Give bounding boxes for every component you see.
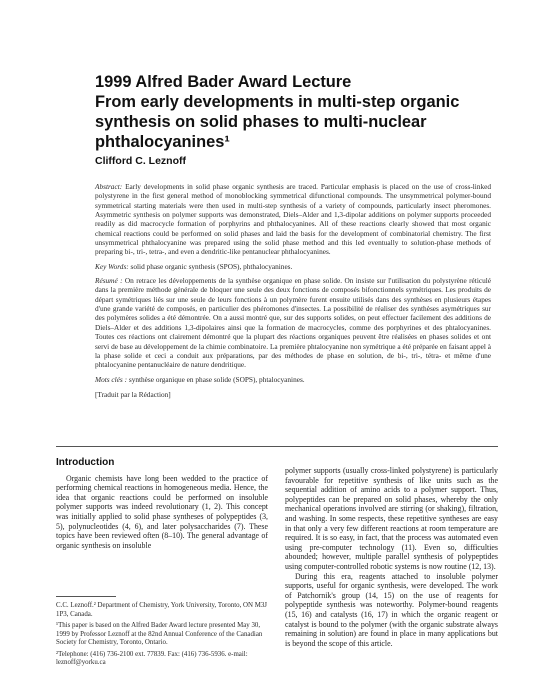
mots-cles-text: synthèse organique en phase solide (SOPS), phtalocyanines.: [128, 374, 305, 384]
author-name: Clifford C. Leznoff: [95, 155, 186, 167]
abstract-section: [95, 182, 491, 404]
body-paragraph: During this era, reagents attached to insoluble polymer supports, useful for organic synthesis, were developed. The work of Patchornik's group (14, 15) on the use of reagents for polypeptide synthesis was noteworthy. Polymer-bound reagents (15, 16) and catalysts (16, 17) in which the organic reagent or catalyst is bound to the polymer (with the organic substrate always remaining in solution) are found in place in many applications but is beyond the scope of this article.: [285, 571, 498, 648]
body-paragraph: polymer supports (usually cross-linked polystyrene) is particularly favourable for repetitive synthesis of like units such as the sequential addition of amino acids to a polymer support. Thus, polypeptides can be prepared on solid phases, whereby the only mechanical operations involved are stirring (or shaking), filtration, and washing. In some respects, these repetitive syntheses are easy in that only a very few different reactions at room temperature are required. It is so easy, in fact, that the process was automated even using pre-computer technology (11). Even so, difficulties abounded; however, multiple parallel synthesis of polypeptides using computer-controlled robotic systems is now routine (12, 13).: [285, 466, 498, 571]
abstract-text: Early developments in solid phase organic synthesis are traced. Particular emphasis is placed on the use of cross-linked polystyrene in the first general method of monoblocking symmetrical difunctional compounds. The unsymmetrical polymer-bound symmetrical starting materials were then used in multi-step synthesis of a variety of compounds, particularly insect pheromones. Asymmetric synthesis on polymer supports was demonstrated, Diels–Alder and 1,3-dipolar additions on polymer supports proceeded readily as did macrocycle formation of porphyrins and phthalocyanines. All of these reactions clearly showed that most organic chemical reactions could be performed on solid phases and laid the basis for the development of combinatorial chemistry. The first unsymmetrical phthalocyanine was prepared using the solid phase method and this led eventually to solution-phase methods of preparing bi-, tri-, tetra-, and even a dendritic-like pentanuclear phthalocyanines.: [95, 182, 491, 257]
keywords-text: solid phase organic synthesis (SPOS), phthalocyanines.: [130, 261, 293, 271]
title-line: phthalocyanines¹: [95, 133, 230, 151]
section-divider: [56, 446, 498, 447]
title-line: synthesis on solid phases to multi-nuclear: [95, 113, 427, 131]
keywords-paragraph: [95, 262, 491, 271]
right-column: [285, 466, 498, 648]
footnote: ¹This paper is based on the Alfred Bader Award lecture presented May 30, 1999 by Professor Leznoff at the 82nd Annual Conference of the Canadian Society for Chemistry, Toronto, Ontario.: [56, 622, 263, 646]
editor-note: [Traduit par la Rédaction]: [95, 389, 171, 399]
footnotes: [56, 602, 268, 671]
footnote-rule: [56, 596, 116, 597]
title-line: From early developments in multi-step organic: [95, 93, 460, 111]
body-paragraph: Organic chemists have long been wedded to the practice of performing chemical reactions in homogeneous media. Hence, the idea that organic reactions could be performed on insoluble polymer supports was indeed revolutionary (1, 2). This concept was initially applied to solid phase syntheses of polypeptides (3, 5), polynucleotides (4, 6), and later polysaccharides (7). These topics have been reviewed often (8–10). The general advantage of organic synthesis on insoluble: [56, 473, 268, 550]
keywords-label: Key Words:: [95, 261, 129, 271]
footnote: ²Telephone: (416) 736-2100 ext. 77839. Fax: (416) 736-5936. e-mail: leznoff@yorku.ca: [56, 650, 248, 666]
abstract-paragraph: [95, 182, 491, 257]
article-title: [95, 72, 505, 152]
introduction-heading: Introduction: [56, 457, 115, 468]
footnote: C.C. Leznoff.² Department of Chemistry, York University, Toronto, ON M3J 1P3, Canada.: [56, 602, 267, 618]
mots-cles-label: Mots clés :: [95, 374, 128, 384]
title-line: 1999 Alfred Bader Award Lecture: [95, 73, 352, 91]
left-column: [56, 458, 268, 550]
resume-paragraph: [95, 276, 491, 369]
resume-text: On retrace les développements de la synthèse organique en phase solide. On insiste sur l'utilisation du polystyrène réticulé dans la première méthode générale de bloquer une seule des deux fonctions de composés bifonctionnels symétriques. Les produits de départ symétriques liés sur une seule de leurs fonctions à un polymère furent ensuite utilisés dans des synthèses en plusieurs étapes d'une grande variété de composés, en particulier des phéromones d'insectes. La possibilité de réaliser des synthèses asymétriques sur des polymères solides a été démontrée. On a aussi montré que, sur des supports solides, on peut effectuer facilement des additions de Diels–Alder et des additions 1,3-dipolaires ainsi que la formation de macrocycles, comme des porphyrines et des phtalocyanines. Toutes ces réactions ont clairement démontré que la plupart des réactions organiques peuvent être réalisées en phases solides et ont servi de base au développement de la chimie combinatoire. La première phtalocyanine non symétrique a été préparée en faisant appel à la phase solide et ceci a conduit aux préparations, par des méthodes de phase en solution, de bi-, tri-, tétra- et même d'une phtalocyanine pentanucléaire de nature dendritique.: [95, 276, 492, 370]
abstract-label: Abstract:: [95, 182, 123, 191]
mots-cles-paragraph: [95, 375, 491, 384]
resume-label: Résumé :: [95, 276, 123, 286]
